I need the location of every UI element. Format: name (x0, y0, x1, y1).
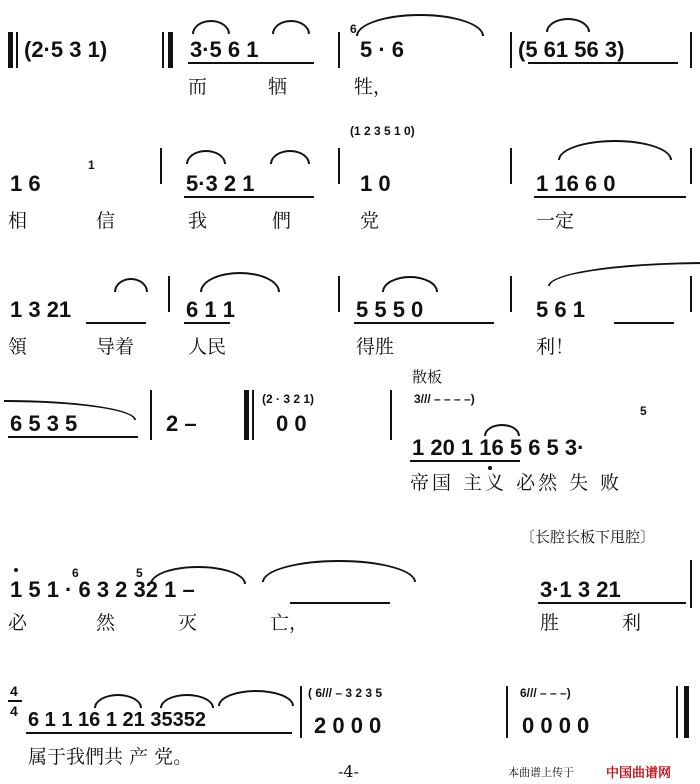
lyric: 信 (96, 210, 116, 232)
barline (160, 148, 162, 184)
measure-r1-2: 3·5 6 1 (190, 37, 259, 62)
tempo-label: 散板 (412, 368, 443, 386)
slur (186, 150, 226, 164)
barline (300, 686, 302, 738)
slur (356, 14, 484, 36)
slur (558, 140, 672, 160)
measure-r4-2: 2 – (166, 411, 197, 436)
lyric: 牲， (354, 76, 393, 98)
barline (690, 148, 692, 184)
underline (86, 322, 146, 324)
time-signature-bottom: 4 (10, 703, 18, 719)
repeat-start-barline (8, 32, 13, 68)
barline (506, 686, 508, 738)
underline (538, 602, 686, 604)
barline (150, 390, 152, 440)
measure-r5-1: 1 5 1 · 6 3 2 32 1 – (10, 577, 195, 602)
measure-r2-2: 5·3 2 1 (186, 171, 255, 196)
measure-r3-1: 1 3 21 (10, 297, 72, 322)
measure-r3-2: 6 1 1 (186, 297, 235, 322)
small-notes: (1 2 3 5 1 0) (350, 124, 415, 138)
slur (382, 276, 438, 292)
lyric: 領 (8, 336, 28, 358)
slur (218, 690, 294, 706)
underline (26, 732, 292, 734)
underline (354, 322, 494, 324)
measure-r6-1: 6 1 1 16 1 21 35352 (28, 709, 206, 731)
barline (690, 276, 692, 312)
grace-note: 1 (88, 158, 95, 172)
page-number: -4- (338, 762, 359, 781)
lyric: 亡， (270, 612, 309, 634)
slur (270, 150, 310, 164)
final-barline-thick (684, 686, 689, 738)
barline (510, 276, 512, 312)
barline (690, 560, 692, 608)
lyric: 利！ (536, 336, 575, 358)
lyric: 得胜 (356, 336, 395, 358)
barline (252, 390, 254, 440)
measure-r5-2: 3·1 3 21 (540, 577, 621, 602)
slur (262, 560, 416, 582)
slur (160, 694, 214, 708)
slur (546, 18, 590, 32)
lyric: 我 (188, 210, 208, 232)
barline (510, 32, 512, 68)
measure-r6-3: 0 0 0 0 (522, 713, 590, 738)
slur (94, 694, 142, 708)
measure-r3-4: 5 6 1 (536, 297, 585, 322)
lyric: 灭 (178, 612, 198, 634)
grace-note: 6 (72, 566, 79, 580)
measure-r2-1: 1 6 (10, 171, 41, 196)
slur (200, 272, 280, 292)
lyric: 胜 (540, 612, 560, 634)
lyric: 人民 (188, 336, 227, 358)
slur (114, 278, 148, 292)
lyric: 利 (622, 612, 642, 634)
measure-r1-3: 5 · 6 (360, 37, 405, 62)
small-notes: ( 6/// – 3 2 3 5 (308, 686, 383, 700)
measure-r6-2: 2 0 0 0 (314, 713, 382, 738)
measure-r3-3: 5 5 5 0 (356, 297, 424, 322)
barline (16, 32, 18, 68)
grace-note: 5 (136, 566, 143, 580)
high-octave-dot (14, 568, 18, 572)
lyric: 然 (96, 612, 116, 634)
measure-r2-4: 1 16 6 0 (536, 171, 616, 196)
lyric: 一定 (536, 210, 575, 232)
small-notes: 3/// – – – –) (414, 392, 475, 406)
underline (614, 322, 674, 324)
repeat-end-barline-thick (168, 32, 173, 68)
lyric: 必 (8, 612, 28, 634)
barline (338, 148, 340, 184)
site-logo: 中国曲谱网 (606, 766, 672, 781)
lyric: 而 (188, 76, 208, 98)
lyric: 导着 (96, 336, 135, 358)
barline (510, 148, 512, 184)
lyric: 牺 (268, 76, 288, 98)
barline (338, 32, 340, 68)
small-notes: (2 · 3 2 1) (262, 392, 315, 406)
underline (188, 62, 314, 64)
time-signature-line (8, 700, 22, 702)
barline (338, 276, 340, 312)
underline (410, 460, 520, 462)
underline (528, 62, 678, 64)
low-octave-dot (488, 466, 492, 470)
underline (8, 436, 138, 438)
measure-r1-1: (2·5 3 1) (24, 37, 108, 62)
measure-r2-3: 1 0 (360, 171, 391, 196)
barline (168, 276, 170, 312)
tie-continues (548, 262, 700, 286)
upload-note: 本曲谱上传于 (508, 766, 574, 779)
measure-r4-1: 6 5 3 5 (10, 411, 78, 436)
repeat-end-barline (390, 390, 392, 440)
small-notes: 6/// – – –) (520, 686, 571, 700)
underline (184, 196, 314, 198)
section-label: 〔长腔长板下甩腔〕 (520, 528, 656, 546)
underline (290, 602, 390, 604)
repeat-start-barline (244, 390, 249, 440)
slur (272, 20, 310, 34)
lyric: 帝国 主义 必然 失 败 (410, 472, 623, 494)
final-barline-thin (676, 686, 678, 738)
lyric: 属于我們共 产 党。 (28, 746, 193, 768)
repeat-end-barline (162, 32, 164, 68)
time-signature-top: 4 (10, 683, 18, 699)
lyric: 党 (360, 210, 380, 232)
lyric: 們 (272, 210, 292, 232)
measure-r1-4: (5 61 56 3) (518, 37, 625, 62)
grace-note: 5 (640, 404, 647, 418)
measure-r4-3: 0 0 (276, 411, 307, 436)
slur (192, 20, 230, 34)
barline (690, 32, 692, 68)
underline (534, 196, 686, 198)
underline (184, 322, 230, 324)
grace-note: 6 (350, 22, 357, 36)
lyric: 相 (8, 210, 28, 232)
measure-r4-4: 1 20 1 16 5 6 5 3· (412, 435, 585, 460)
